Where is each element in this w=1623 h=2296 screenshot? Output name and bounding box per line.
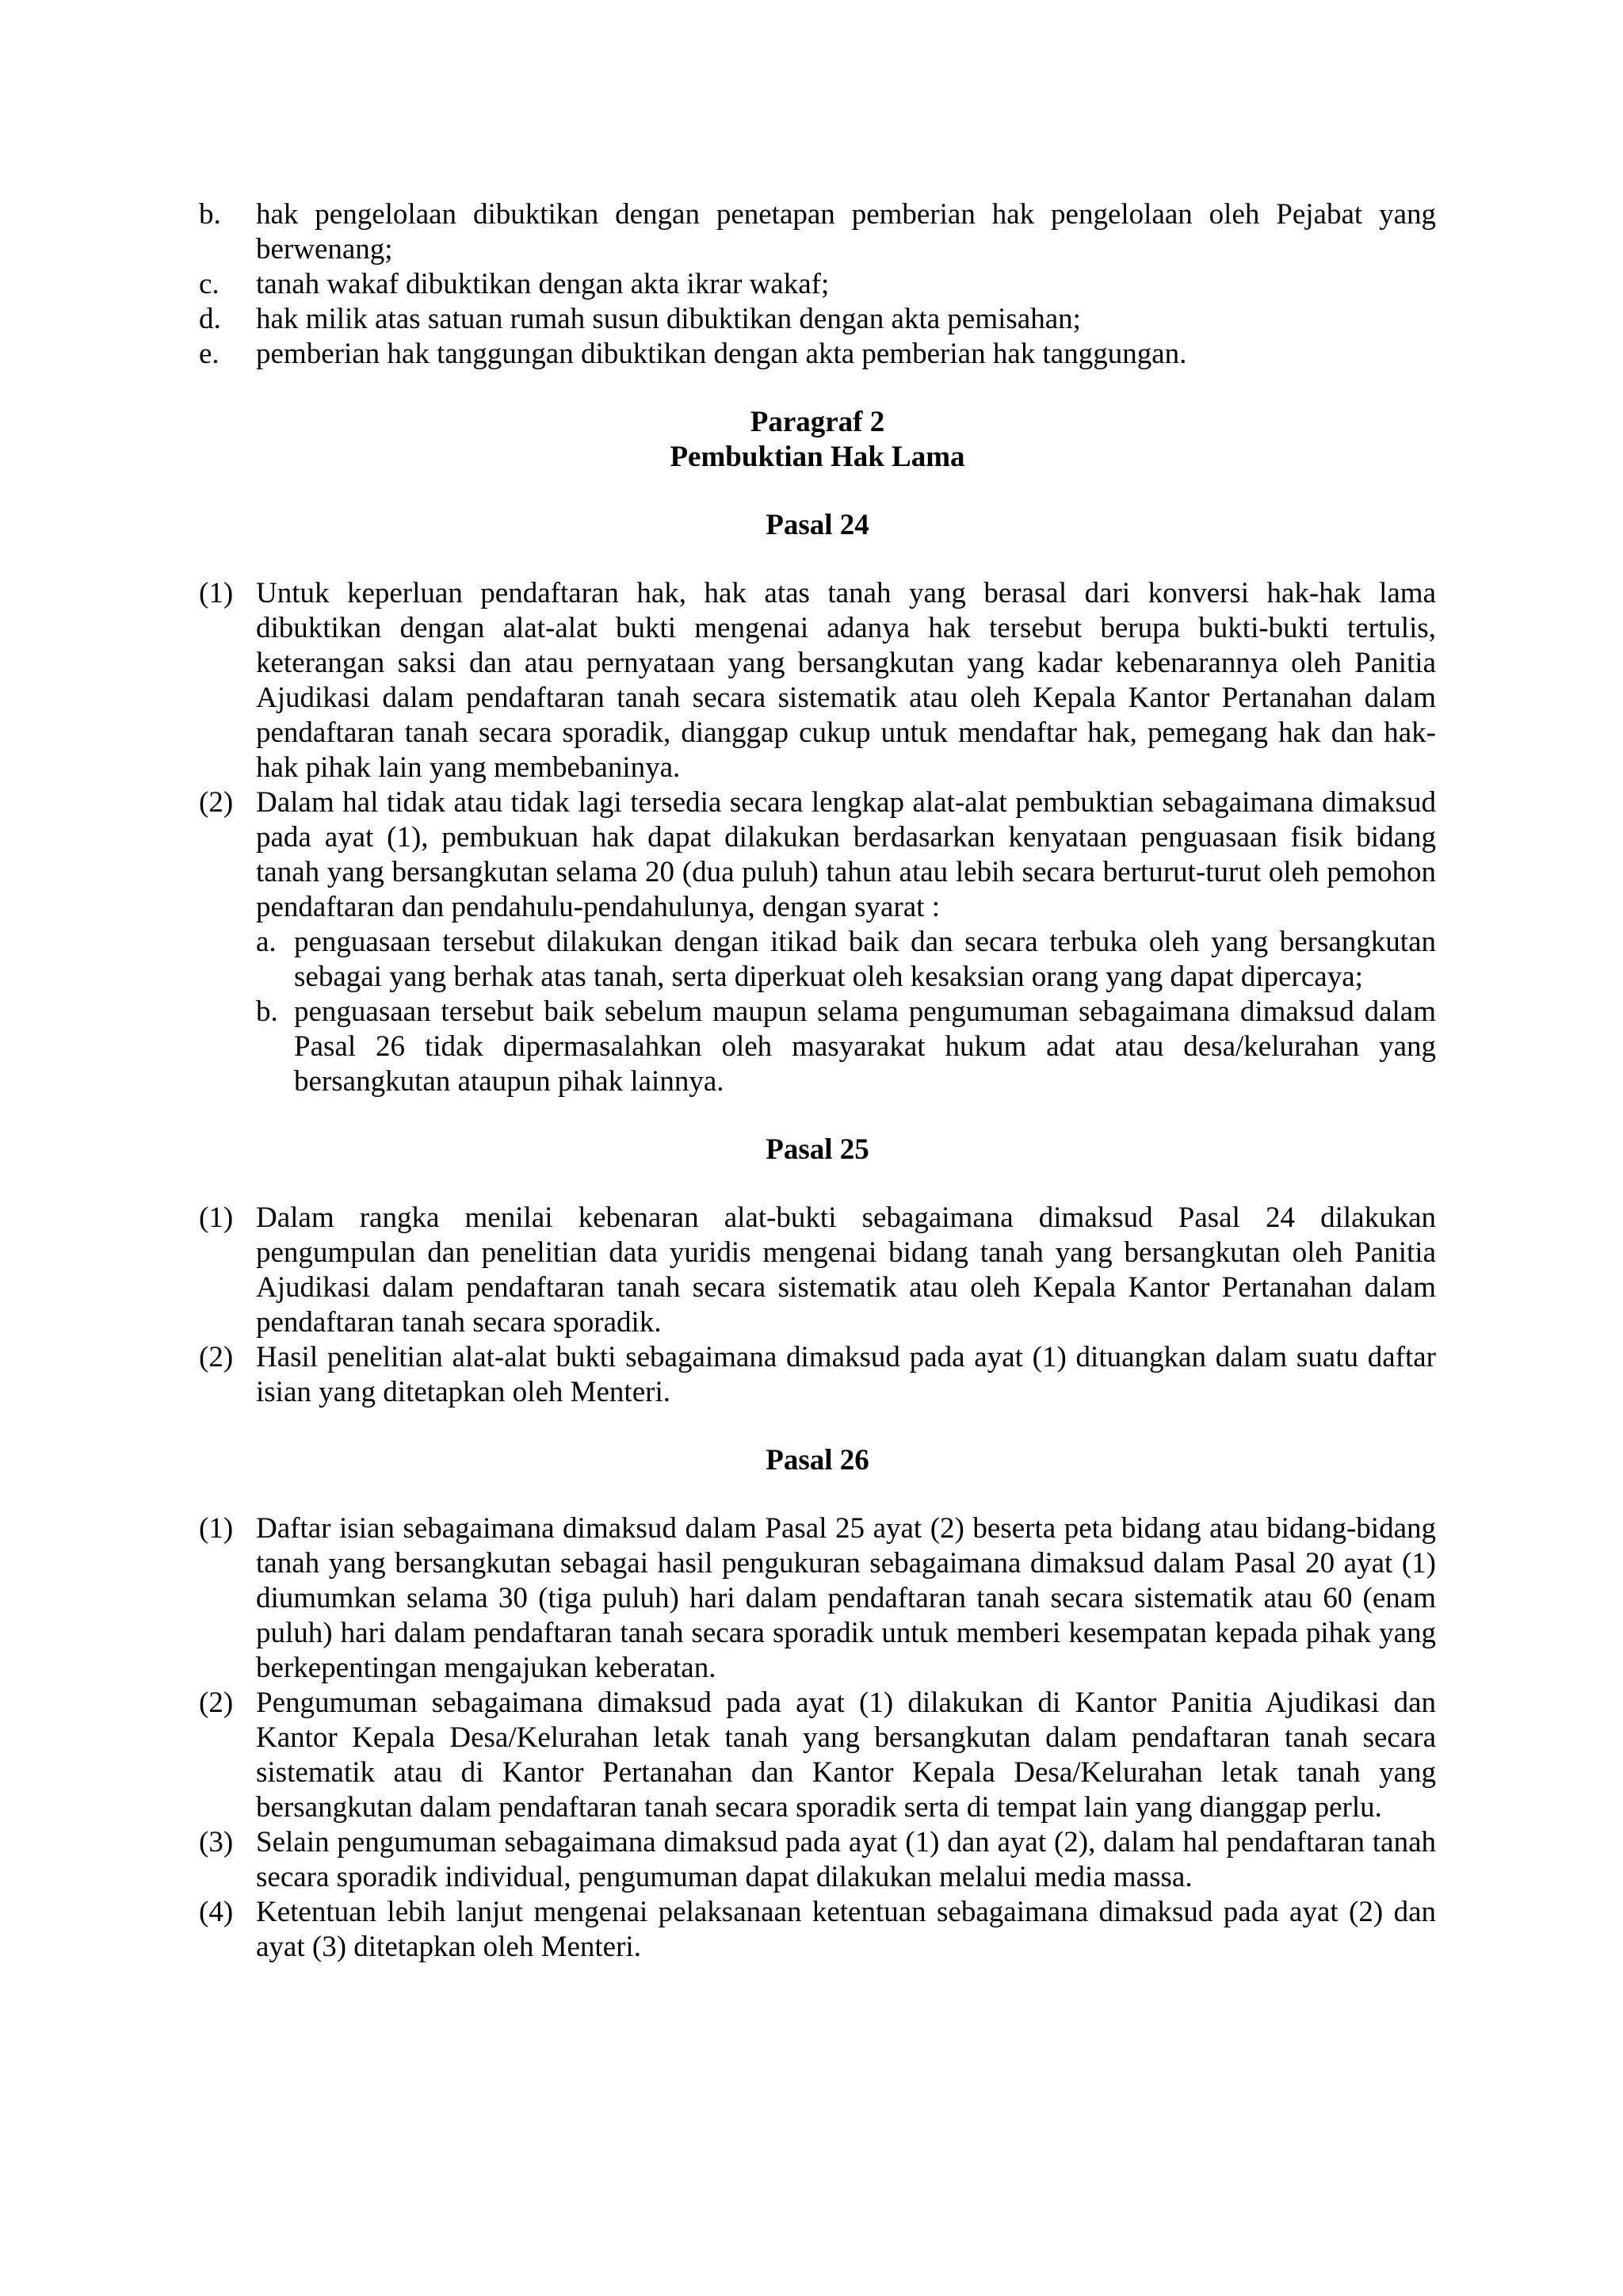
ayat-marker: (1) xyxy=(199,1512,234,1545)
list-item xyxy=(199,337,1436,372)
top-list xyxy=(199,197,1436,372)
sub-text: penguasaan tersebut baik sebelum maupun selama pengumuman sebagaimana dimaksud dalam Pasal 26 tidak dipermasalahkan oleh masyarakat hukum adat atau desa/kelurahan yang bersangkutan ataupun pihak lainnya. xyxy=(294,995,1436,1098)
list-marker: c. xyxy=(199,268,220,300)
paragraf-title: Pembuktian Hak Lama xyxy=(670,441,965,473)
ayat-text: Daftar isian sebagaimana dimaksud dalam Pasal 25 ayat (2) beserta peta bidang atau bidang-bidang tanah yang bersangkutan sebagai hasil pengukuran sebagaimana dimaksud dalam Pasal 20 ayat (1) diumumkan selama 30 (tiga puluh) hari dalam pendaftaran tanah secara sistematik atau 60 (enam puluh) hari dalam pendaftaran tanah secara sporadik untuk memberi kesempatan kepada pihak yang berkepentingan mengajukan keberatan. xyxy=(256,1512,1436,1684)
ayat-text: Dalam hal tidak atau tidak lagi tersedia secara lengkap alat-alat pembuktian sebagaimana dimaksud pada ayat (1), pembukuan hak dapat dilakukan berdasarkan kenyataan penguasaan fisik bidang tanah yang bersangkutan selama 20 (dua puluh) tahun atau lebih secara berturut-turut oleh pemohon pendaftaran dan pendahulu-pendahulunya, dengan syarat : xyxy=(256,786,1436,923)
paragraf-heading xyxy=(199,405,1436,475)
sub-item xyxy=(256,925,1436,995)
ayat-text: Pengumuman sebagaimana dimaksud pada ayat (1) dilakukan di Kantor Panitia Ajudikasi dan Kantor Kepala Desa/Kelurahan letak tanah yang bersangkutan dalam pendaftaran tanah secara sistematik atau di Kantor Pertanahan dan Kantor Kepala Desa/Kelurahan letak tanah yang bersangkutan dalam pendaftaran tanah secara sporadik serta di tempat lain yang dianggap perlu. xyxy=(256,1687,1436,1824)
list-item xyxy=(199,197,1436,267)
ayat-text: Ketentuan lebih lanjut mengenai pelaksanaan ketentuan sebagaimana dimaksud pada ayat (2) dan ayat (3) ditetapkan oleh Menteri. xyxy=(256,1896,1436,1963)
sub-text: penguasaan tersebut dilakukan dengan itikad baik dan secara terbuka oleh yang bersangkutan sebagai yang berhak atas tanah, serta diperkuat oleh kesaksian orang yang dapat dipercaya; xyxy=(294,926,1436,993)
list-item xyxy=(199,302,1436,337)
paragraf-number: Paragraf 2 xyxy=(750,406,885,438)
list-text: hak pengelolaan dibuktikan dengan penetapan pemberian hak pengelolaan oleh Pejabat yang berwenang; xyxy=(256,198,1436,266)
ayat-item xyxy=(199,1825,1436,1895)
list-text: tanah wakaf dibuktikan dengan akta ikrar wakaf; xyxy=(256,268,830,300)
pasal-24-body xyxy=(199,576,1436,1099)
ayat-item xyxy=(199,1201,1436,1340)
ayat-item xyxy=(199,1686,1436,1825)
ayat-text: Hasil penelitian alat-alat bukti sebagaimana dimaksud pada ayat (1) dituangkan dalam suatu daftar isian yang ditetapkan oleh Menteri. xyxy=(256,1341,1436,1408)
pasal-26-body xyxy=(199,1511,1436,1965)
ayat-item xyxy=(199,1340,1436,1410)
pasal-25-body xyxy=(199,1201,1436,1410)
ayat-text: Dalam rangka menilai kebenaran alat-bukti sebagaimana dimaksud Pasal 24 dilakukan pengumpulan dan penelitian data yuridis mengenai bidang tanah yang bersangkutan oleh Panitia Ajudikasi dalam pendaftaran tanah secara sistematik atau oleh Kepala Kantor Pertanahan dalam pendaftaran tanah secara sporadik. xyxy=(256,1201,1436,1339)
list-text: hak milik atas satuan rumah susun dibuktikan dengan akta pemisahan; xyxy=(256,303,1081,335)
ayat-item xyxy=(199,1895,1436,1965)
ayat-marker: (2) xyxy=(199,1687,234,1719)
ayat-text: Untuk keperluan pendaftaran hak, hak atas tanah yang berasal dari konversi hak-hak lama dibuktikan dengan alat-alat bukti mengenai adanya hak tersebut berupa bukti-bukti tertulis, keterangan saksi dan atau pernyataan yang bersangkutan yang kadar kebenarannya oleh Panitia Ajudikasi dalam pendaftaran tanah secara sistematik atau oleh Kepala Kantor Pertanahan dalam pendaftaran tanah secara sporadik, dianggap cukup untuk mendaftar hak, pemegang hak dan hak-hak pihak lain yang membebaninya. xyxy=(256,577,1436,784)
pasal-25-title: Pasal 25 xyxy=(766,1133,869,1166)
document-page xyxy=(199,197,1436,1965)
ayat-marker: (4) xyxy=(199,1896,234,1928)
sub-marker: a. xyxy=(256,926,277,958)
list-item xyxy=(199,267,1436,302)
list-marker: b. xyxy=(199,198,221,231)
sub-item xyxy=(256,995,1436,1099)
list-marker: d. xyxy=(199,303,221,335)
pasal-24-title: Pasal 24 xyxy=(766,509,869,541)
ayat-marker: (1) xyxy=(199,577,234,609)
ayat-marker: (3) xyxy=(199,1826,234,1859)
ayat-marker: (2) xyxy=(199,786,234,819)
ayat-item xyxy=(199,576,1436,785)
sub-list xyxy=(256,925,1436,1099)
ayat-item xyxy=(199,1511,1436,1686)
ayat-marker: (1) xyxy=(199,1201,234,1234)
pasal-26-title: Pasal 26 xyxy=(766,1444,869,1477)
list-marker: e. xyxy=(199,338,220,370)
ayat-text: Selain pengumuman sebagaimana dimaksud pada ayat (1) dan ayat (2), dalam hal pendaftaran tanah secara sporadik individual, pengumuman dapat dilakukan melalui media massa. xyxy=(256,1826,1436,1893)
sub-marker: b. xyxy=(256,995,278,1028)
ayat-marker: (2) xyxy=(199,1341,234,1373)
list-text: pemberian hak tanggungan dibuktikan dengan akta pemberian hak tanggungan. xyxy=(256,338,1187,370)
ayat-item xyxy=(199,785,1436,925)
